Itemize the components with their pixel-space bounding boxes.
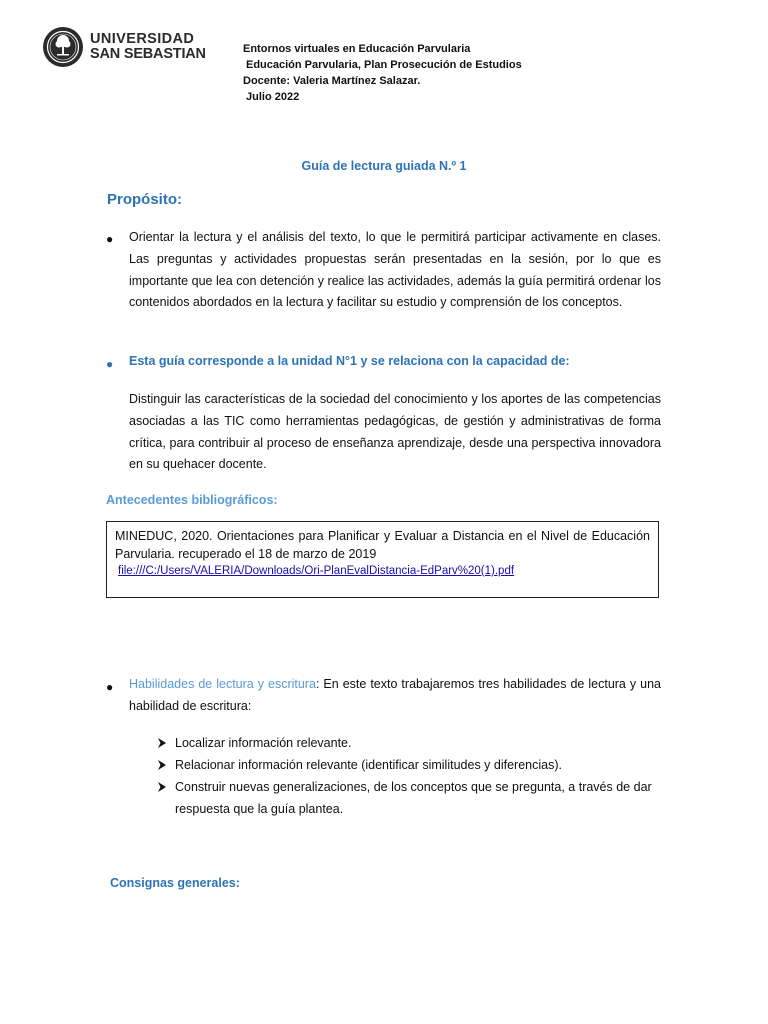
university-seal-icon xyxy=(42,26,84,68)
bullet-icon: ● xyxy=(106,357,114,371)
habilidades-paragraph xyxy=(129,674,661,718)
list-item-text: Localizar información relevante. xyxy=(175,736,352,750)
capacidad-paragraph: Distinguir las características de la sociedad del conocimiento y los aportes de las competencias asociadas a las TIC como herramientas pedagógicas, de gestión y administrativas de forma crítica, para contribuir al proceso de enseñanza aprendizaje, desde una perspectiva innovadora en su quehacer docente. xyxy=(129,392,661,472)
list-item-text: Construir nuevas generalizaciones, de los conceptos que se pregunta, a través de dar respuesta que la guía plantea. xyxy=(175,780,652,816)
document-header xyxy=(243,41,522,105)
proposito-paragraph: Orientar la lectura y el análisis del texto, lo que le permitirá participar activamente en clases. Las preguntas y actividades propuestas serán presentadas en la sesión, por lo que es importante que lea con detención y realice las actividades, además la guía permitirá ordenar los contenidos abordados en la lectura y facilitar su estudio y comprensión de los conceptos. xyxy=(129,230,661,310)
reference-link[interactable]: file:///C:/Users/VALERIA/Downloads/Ori-PlanEvalDistancia-EdParv%20(1).pdf xyxy=(118,565,515,577)
bullet-icon: ● xyxy=(106,680,114,694)
unidad-statement: Esta guía corresponde a la unidad N°1 y se relaciona con la capacidad de: xyxy=(129,354,570,368)
habilidades-text: : En este texto trabajaremos tres habilidades de lectura y una habilidad de escritura: xyxy=(129,677,661,713)
list-item xyxy=(155,754,661,776)
bullet-icon: ● xyxy=(106,232,114,246)
document-title: Guía de lectura guiada N.º 1 xyxy=(301,159,467,173)
logo-line-1: UNIVERSIDAD xyxy=(90,31,195,47)
program-name: Educación Parvularia, Plan Prosecución de Estudios xyxy=(246,59,522,71)
teacher-name: Docente: Valeria Martínez Salazar. xyxy=(243,75,421,87)
reference-box xyxy=(106,521,659,598)
list-item xyxy=(155,776,661,820)
course-name: Entornos virtuales en Educación Parvularia xyxy=(243,43,471,55)
proposito-heading: Propósito: xyxy=(107,191,182,208)
arrow-bullet-icon xyxy=(155,776,169,798)
arrow-bullet-icon xyxy=(155,732,169,754)
antecedentes-heading: Antecedentes bibliográficos: xyxy=(106,493,278,507)
list-item xyxy=(155,732,661,754)
document-date: Julio 2022 xyxy=(246,91,300,103)
university-logo xyxy=(42,26,206,68)
arrow-bullet-icon xyxy=(155,754,169,776)
consignas-heading: Consignas generales: xyxy=(110,876,240,890)
reference-text: MINEDUC, 2020. Orientaciones para Planificar y Evaluar a Distancia en el Nivel de Educación Parvularia. recuperado el 18 de marzo de 2019 xyxy=(115,529,650,561)
habilidades-label: Habilidades de lectura y escritura xyxy=(129,677,316,691)
list-item-text: Relacionar información relevante (identificar similitudes y diferencias). xyxy=(175,758,562,772)
logo-line-2: SAN SEBASTIAN xyxy=(90,46,206,62)
